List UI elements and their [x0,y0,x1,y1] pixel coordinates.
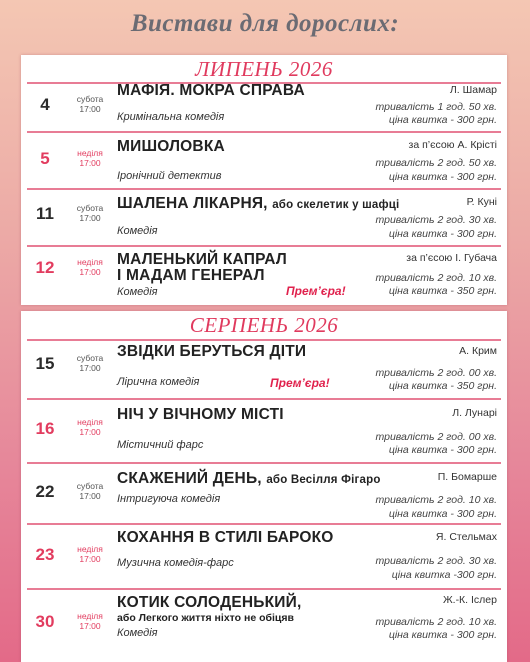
show-row [21,592,507,660]
show-row [21,401,507,461]
show-duration: тривалість 2 год. 30 хв. [375,555,497,567]
show-day: 16 [35,419,55,438]
show-genre: Містичний фарс [117,439,204,451]
show-author: А. Крим [459,345,497,357]
show-author: П. Бомарше [437,471,497,483]
show-author: Л. Лунарі [452,407,497,419]
show-row [21,248,507,304]
show-genre: Комедія [117,286,158,298]
show-weekday: субота [76,353,104,363]
show-weekday: субота [76,481,104,491]
separator [27,462,501,464]
show-weekday: неділя [77,611,103,621]
show-row [21,135,507,191]
show-author: Л. Шамар [449,84,497,96]
show-weekday: неділя [77,544,103,554]
show-day: 30 [35,612,55,631]
premiere-badge: Прем’єра! [270,376,330,390]
separator [27,339,501,341]
show-day: 15 [35,354,55,373]
show-price: ціна квитка - 300 грн. [388,444,497,456]
show-day: 4 [40,95,50,114]
separator [27,523,501,525]
show-time: 17:00 [79,427,101,437]
show-title: НІЧ У ВІЧНОМУ МІСТІ [117,406,284,423]
show-time: 17:00 [79,213,101,223]
show-author: Р. Куні [466,196,497,208]
show-duration: тривалість 2 год. 10 хв. [375,272,497,284]
page-title: Вистави для дорослих: [130,10,400,37]
show-duration: тривалість 2 год. 00 хв. [375,431,497,443]
show-duration: тривалість 2 год. 50 хв. [375,157,497,169]
show-subtitle: або Легкого життя ніхто не обіцяв [117,612,294,624]
separator [27,398,501,400]
separator [27,131,501,133]
show-title: ЗВІДКИ БЕРУТЬСЯ ДІТИ [117,343,307,360]
show-author: за п’єсою І. Губача [406,252,497,264]
show-title: МАЛЕНЬКИЙ КАПРАЛ [117,251,287,268]
separator [27,188,501,190]
show-title-line2: І МАДАМ ГЕНЕРАЛ [117,267,265,284]
show-author: Я. Стельмах [435,531,497,543]
show-day: 12 [35,258,55,277]
show-row [21,527,507,587]
show-price: ціна квитка -300 грн. [391,569,497,581]
show-duration: тривалість 2 год. 10 хв. [375,616,497,628]
show-day: 22 [35,482,55,501]
show-time: 17:00 [79,554,101,564]
show-title: ШАЛЕНА ЛІКАРНЯ, або скелетик у шафці [117,195,400,212]
show-price: ціна квитка - 300 грн. [388,171,497,183]
show-genre: Комедія [117,225,158,237]
show-day: 11 [36,204,54,223]
show-price: ціна квитка - 300 грн. [388,508,497,520]
show-genre: Іронічний детектив [117,170,222,182]
show-row [21,343,507,399]
show-genre: Комедія [117,627,158,639]
show-genre: Кримінальна комедія [117,111,225,123]
show-weekday: неділя [77,148,103,158]
show-author: Ж.-К. Іслер [442,594,497,606]
show-weekday: неділя [77,417,103,427]
show-time: 17:00 [79,491,101,501]
show-price: ціна квитка - 350 грн. [388,380,497,392]
show-genre: Інтригуюча комедія [117,493,221,505]
show-subtitle: або Весілля Фігаро [266,474,381,486]
show-price: ціна квитка - 350 грн. [388,285,497,297]
show-title: СКАЖЕНИЙ ДЕНЬ, або Весілля Фігаро [117,470,381,487]
show-author: за п’єсою А. Крісті [408,139,497,151]
show-genre: Лірична комедія [117,376,200,388]
show-genre: Музична комедія-фарс [117,557,234,569]
show-title: МАФІЯ. МОКРА СПРАВА [117,82,305,99]
show-title: КОТИК СОЛОДЕНЬКИЙ, [117,594,302,611]
show-duration: тривалість 1 год. 50 хв. [375,101,497,113]
show-duration: тривалість 2 год. 30 хв. [375,214,497,226]
premiere-badge: Прем’єра! [286,284,346,298]
month-heading-july: ЛИПЕНЬ 2026 [195,57,333,81]
show-row [21,465,507,525]
show-duration: тривалість 2 год. 00 хв. [375,367,497,379]
august-panel [21,311,507,662]
july-panel [21,55,507,305]
separator [27,588,501,590]
show-row [21,192,507,248]
show-duration: тривалість 2 год. 10 хв. [375,494,497,506]
show-price: ціна квитка - 300 грн. [388,228,497,240]
show-day: 23 [35,545,55,564]
show-time: 17:00 [79,363,101,373]
show-weekday: субота [76,94,104,104]
show-subtitle: або скелетик у шафці [272,199,400,211]
show-title: МИШОЛОВКА [117,138,225,155]
show-weekday: неділя [77,257,103,267]
show-title: КОХАННЯ В СТИЛІ БАРОКО [117,529,334,546]
show-time: 17:00 [79,104,101,114]
separator [27,245,501,247]
show-price: ціна квитка - 300 грн. [388,629,497,641]
show-time: 17:00 [79,158,101,168]
show-time: 17:00 [79,621,101,631]
show-weekday: субота [76,203,104,213]
show-day: 5 [40,149,50,168]
show-time: 17:00 [79,267,101,277]
month-heading-august: СЕРПЕНЬ 2026 [189,313,339,337]
show-price: ціна квитка - 300 грн. [388,114,497,126]
